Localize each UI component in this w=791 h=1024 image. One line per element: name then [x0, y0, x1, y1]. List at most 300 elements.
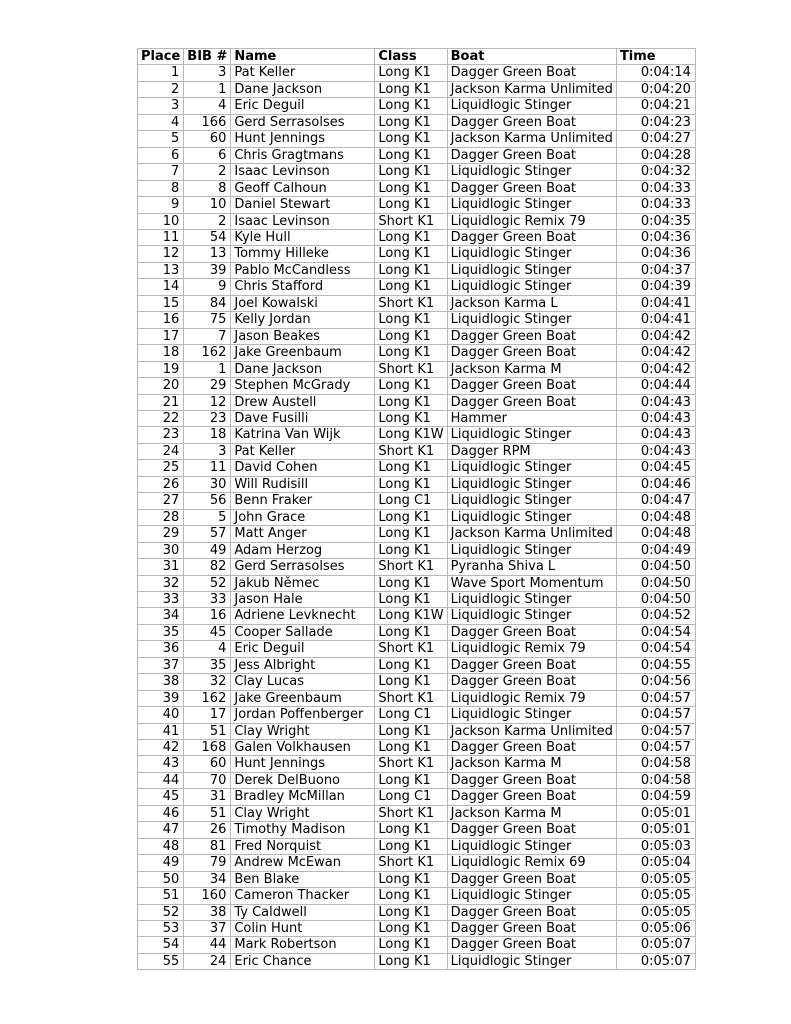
table-row	[138, 624, 696, 640]
cell-bib: 54	[184, 229, 231, 245]
cell-bib: 70	[184, 772, 231, 788]
cell-name: Jake Greenbaum	[231, 345, 375, 361]
cell-time: 0:04:58	[616, 756, 695, 772]
cell-class: Short K1	[375, 690, 447, 706]
cell-bib: 45	[184, 624, 231, 640]
cell-time: 0:04:49	[616, 542, 695, 558]
cell-class: Long K1	[375, 624, 447, 640]
cell-boat: Liquidlogic Stinger	[447, 888, 616, 904]
cell-place: 28	[138, 509, 184, 525]
cell-boat: Dagger Green Boat	[447, 328, 616, 344]
cell-bib: 4	[184, 641, 231, 657]
cell-class: Long K1	[375, 197, 447, 213]
cell-class: Long K1	[375, 229, 447, 245]
cell-time: 0:04:56	[616, 674, 695, 690]
cell-boat: Jackson Karma M	[447, 756, 616, 772]
cell-bib: 6	[184, 147, 231, 163]
cell-bib: 51	[184, 805, 231, 821]
cell-name: Pablo McCandless	[231, 262, 375, 278]
cell-time: 0:04:21	[616, 98, 695, 114]
cell-bib: 57	[184, 526, 231, 542]
column-header-class: Class	[375, 49, 447, 65]
cell-name: Jakub Němec	[231, 575, 375, 591]
cell-time: 0:05:03	[616, 838, 695, 854]
table-row	[138, 328, 696, 344]
table-row	[138, 81, 696, 97]
cell-name: Ty Caldwell	[231, 904, 375, 920]
table-row	[138, 147, 696, 163]
cell-time: 0:04:23	[616, 114, 695, 130]
table-row	[138, 345, 696, 361]
cell-name: Will Rudisill	[231, 476, 375, 492]
cell-place: 22	[138, 410, 184, 426]
cell-name: Cameron Thacker	[231, 888, 375, 904]
cell-place: 51	[138, 888, 184, 904]
cell-bib: 39	[184, 262, 231, 278]
cell-class: Long C1	[375, 707, 447, 723]
cell-name: Geoff Calhoun	[231, 180, 375, 196]
cell-boat: Dagger Green Boat	[447, 904, 616, 920]
cell-place: 15	[138, 295, 184, 311]
results-table	[137, 48, 696, 970]
cell-bib: 52	[184, 575, 231, 591]
cell-class: Long K1	[375, 822, 447, 838]
cell-place: 21	[138, 394, 184, 410]
cell-boat: Dagger Green Boat	[447, 345, 616, 361]
cell-place: 35	[138, 624, 184, 640]
cell-place: 42	[138, 740, 184, 756]
column-header-place: Place	[138, 49, 184, 65]
cell-time: 0:04:33	[616, 180, 695, 196]
cell-bib: 10	[184, 197, 231, 213]
cell-bib: 56	[184, 493, 231, 509]
cell-place: 53	[138, 921, 184, 937]
table-row	[138, 114, 696, 130]
cell-boat: Dagger Green Boat	[447, 378, 616, 394]
cell-boat: Dagger Green Boat	[447, 921, 616, 937]
cell-class: Long K1W	[375, 608, 447, 624]
table-row	[138, 229, 696, 245]
cell-class: Long K1	[375, 526, 447, 542]
cell-boat: Jackson Karma M	[447, 361, 616, 377]
cell-class: Long K1	[375, 674, 447, 690]
cell-bib: 33	[184, 591, 231, 607]
cell-class: Short K1	[375, 213, 447, 229]
cell-place: 45	[138, 789, 184, 805]
cell-class: Long K1	[375, 904, 447, 920]
cell-place: 44	[138, 772, 184, 788]
column-header-bib: BIB #	[184, 49, 231, 65]
cell-place: 41	[138, 723, 184, 739]
cell-place: 10	[138, 213, 184, 229]
cell-bib: 162	[184, 345, 231, 361]
cell-time: 0:04:36	[616, 246, 695, 262]
cell-name: Cooper Sallade	[231, 624, 375, 640]
cell-boat: Jackson Karma Unlimited	[447, 526, 616, 542]
cell-time: 0:04:50	[616, 575, 695, 591]
cell-name: Jason Beakes	[231, 328, 375, 344]
cell-place: 16	[138, 312, 184, 328]
cell-time: 0:04:42	[616, 361, 695, 377]
cell-bib: 160	[184, 888, 231, 904]
cell-bib: 31	[184, 789, 231, 805]
cell-class: Long K1	[375, 591, 447, 607]
table-row	[138, 246, 696, 262]
cell-place: 17	[138, 328, 184, 344]
cell-bib: 84	[184, 295, 231, 311]
cell-place: 30	[138, 542, 184, 558]
cell-boat: Liquidlogic Stinger	[447, 542, 616, 558]
cell-boat: Jackson Karma M	[447, 805, 616, 821]
table-row	[138, 888, 696, 904]
cell-time: 0:04:44	[616, 378, 695, 394]
cell-boat: Dagger Green Boat	[447, 657, 616, 673]
cell-class: Short K1	[375, 295, 447, 311]
cell-name: Kelly Jordan	[231, 312, 375, 328]
cell-name: Eric Deguil	[231, 98, 375, 114]
cell-boat: Liquidlogic Stinger	[447, 493, 616, 509]
cell-place: 3	[138, 98, 184, 114]
cell-class: Short K1	[375, 855, 447, 871]
cell-name: Adriene Levknecht	[231, 608, 375, 624]
cell-class: Long K1	[375, 394, 447, 410]
table-row	[138, 180, 696, 196]
cell-bib: 13	[184, 246, 231, 262]
cell-place: 14	[138, 279, 184, 295]
cell-bib: 4	[184, 98, 231, 114]
cell-name: Clay Wright	[231, 805, 375, 821]
cell-place: 13	[138, 262, 184, 278]
cell-class: Long K1	[375, 953, 447, 969]
table-row	[138, 723, 696, 739]
cell-name: Benn Fraker	[231, 493, 375, 509]
cell-name: Eric Chance	[231, 953, 375, 969]
cell-bib: 35	[184, 657, 231, 673]
cell-time: 0:04:50	[616, 591, 695, 607]
cell-class: Long K1	[375, 509, 447, 525]
column-header-time: Time	[616, 49, 695, 65]
cell-class: Long K1	[375, 345, 447, 361]
cell-boat: Liquidlogic Stinger	[447, 427, 616, 443]
cell-boat: Liquidlogic Remix 79	[447, 641, 616, 657]
cell-name: Andrew McEwan	[231, 855, 375, 871]
table-row	[138, 312, 696, 328]
cell-place: 24	[138, 443, 184, 459]
cell-time: 0:04:32	[616, 164, 695, 180]
cell-bib: 17	[184, 707, 231, 723]
cell-time: 0:05:04	[616, 855, 695, 871]
table-row	[138, 921, 696, 937]
cell-class: Long K1	[375, 114, 447, 130]
cell-place: 36	[138, 641, 184, 657]
table-row	[138, 262, 696, 278]
cell-time: 0:04:57	[616, 723, 695, 739]
cell-time: 0:04:46	[616, 476, 695, 492]
table-row	[138, 937, 696, 953]
cell-time: 0:04:14	[616, 65, 695, 81]
cell-class: Short K1	[375, 641, 447, 657]
cell-place: 6	[138, 147, 184, 163]
cell-class: Long K1	[375, 723, 447, 739]
cell-time: 0:04:47	[616, 493, 695, 509]
cell-name: Pat Keller	[231, 65, 375, 81]
cell-class: Long K1	[375, 164, 447, 180]
cell-time: 0:04:28	[616, 147, 695, 163]
results-body	[138, 65, 696, 970]
cell-time: 0:04:54	[616, 641, 695, 657]
cell-name: Hunt Jennings	[231, 756, 375, 772]
cell-time: 0:05:05	[616, 904, 695, 920]
table-row	[138, 904, 696, 920]
cell-bib: 60	[184, 131, 231, 147]
cell-time: 0:04:59	[616, 789, 695, 805]
cell-boat: Dagger Green Boat	[447, 789, 616, 805]
cell-boat: Jackson Karma Unlimited	[447, 81, 616, 97]
cell-name: Stephen McGrady	[231, 378, 375, 394]
cell-place: 1	[138, 65, 184, 81]
cell-place: 2	[138, 81, 184, 97]
cell-boat: Dagger Green Boat	[447, 937, 616, 953]
cell-boat: Dagger Green Boat	[447, 871, 616, 887]
cell-class: Long K1	[375, 131, 447, 147]
cell-boat: Liquidlogic Stinger	[447, 953, 616, 969]
cell-time: 0:04:37	[616, 262, 695, 278]
cell-place: 49	[138, 855, 184, 871]
table-row	[138, 608, 696, 624]
cell-bib: 49	[184, 542, 231, 558]
cell-place: 52	[138, 904, 184, 920]
cell-name: Matt Anger	[231, 526, 375, 542]
cell-bib: 60	[184, 756, 231, 772]
cell-class: Short K1	[375, 756, 447, 772]
cell-time: 0:05:05	[616, 871, 695, 887]
cell-bib: 18	[184, 427, 231, 443]
cell-class: Long K1	[375, 838, 447, 854]
table-row	[138, 789, 696, 805]
cell-name: Jess Albright	[231, 657, 375, 673]
cell-place: 20	[138, 378, 184, 394]
cell-class: Long K1	[375, 542, 447, 558]
cell-place: 43	[138, 756, 184, 772]
cell-name: Hunt Jennings	[231, 131, 375, 147]
cell-time: 0:05:01	[616, 822, 695, 838]
table-row	[138, 740, 696, 756]
cell-place: 33	[138, 591, 184, 607]
table-row	[138, 98, 696, 114]
cell-bib: 2	[184, 164, 231, 180]
table-row	[138, 427, 696, 443]
cell-boat: Liquidlogic Remix 69	[447, 855, 616, 871]
cell-time: 0:04:42	[616, 328, 695, 344]
cell-bib: 5	[184, 509, 231, 525]
cell-boat: Liquidlogic Remix 79	[447, 690, 616, 706]
cell-place: 38	[138, 674, 184, 690]
table-row	[138, 279, 696, 295]
cell-time: 0:04:48	[616, 509, 695, 525]
cell-place: 32	[138, 575, 184, 591]
cell-boat: Liquidlogic Stinger	[447, 476, 616, 492]
cell-name: Isaac Levinson	[231, 164, 375, 180]
cell-boat: Dagger Green Boat	[447, 674, 616, 690]
table-row	[138, 871, 696, 887]
table-row	[138, 410, 696, 426]
cell-class: Long K1	[375, 312, 447, 328]
cell-place: 40	[138, 707, 184, 723]
cell-bib: 75	[184, 312, 231, 328]
cell-place: 23	[138, 427, 184, 443]
cell-place: 55	[138, 953, 184, 969]
cell-bib: 3	[184, 443, 231, 459]
cell-bib: 8	[184, 180, 231, 196]
cell-boat: Dagger Green Boat	[447, 394, 616, 410]
cell-class: Long K1	[375, 81, 447, 97]
cell-name: John Grace	[231, 509, 375, 525]
cell-place: 27	[138, 493, 184, 509]
cell-name: Mark Robertson	[231, 937, 375, 953]
cell-time: 0:04:57	[616, 740, 695, 756]
cell-time: 0:04:50	[616, 559, 695, 575]
cell-name: Katrina Van Wijk	[231, 427, 375, 443]
cell-bib: 79	[184, 855, 231, 871]
cell-place: 48	[138, 838, 184, 854]
cell-name: Kyle Hull	[231, 229, 375, 245]
cell-bib: 168	[184, 740, 231, 756]
cell-boat: Pyranha Shiva L	[447, 559, 616, 575]
cell-name: Gerd Serrasolses	[231, 559, 375, 575]
cell-time: 0:04:54	[616, 624, 695, 640]
cell-bib: 82	[184, 559, 231, 575]
cell-class: Long K1	[375, 921, 447, 937]
cell-time: 0:04:33	[616, 197, 695, 213]
cell-class: Long K1	[375, 937, 447, 953]
cell-name: Dane Jackson	[231, 81, 375, 97]
cell-class: Long K1	[375, 98, 447, 114]
cell-boat: Liquidlogic Stinger	[447, 164, 616, 180]
cell-place: 8	[138, 180, 184, 196]
cell-time: 0:04:43	[616, 394, 695, 410]
table-row	[138, 575, 696, 591]
cell-place: 31	[138, 559, 184, 575]
table-row	[138, 443, 696, 459]
cell-bib: 3	[184, 65, 231, 81]
cell-class: Long K1	[375, 575, 447, 591]
table-row	[138, 838, 696, 854]
cell-boat: Liquidlogic Stinger	[447, 262, 616, 278]
cell-boat: Dagger Green Boat	[447, 114, 616, 130]
cell-place: 50	[138, 871, 184, 887]
cell-place: 46	[138, 805, 184, 821]
cell-class: Long K1	[375, 871, 447, 887]
cell-place: 29	[138, 526, 184, 542]
cell-bib: 44	[184, 937, 231, 953]
cell-boat: Jackson Karma L	[447, 295, 616, 311]
table-row	[138, 526, 696, 542]
table-row	[138, 65, 696, 81]
cell-time: 0:04:36	[616, 229, 695, 245]
table-row	[138, 707, 696, 723]
cell-place: 26	[138, 476, 184, 492]
cell-name: Eric Deguil	[231, 641, 375, 657]
cell-name: Jake Greenbaum	[231, 690, 375, 706]
cell-place: 47	[138, 822, 184, 838]
cell-boat: Dagger RPM	[447, 443, 616, 459]
results-sheet	[137, 48, 696, 970]
cell-name: Isaac Levinson	[231, 213, 375, 229]
cell-bib: 29	[184, 378, 231, 394]
cell-place: 34	[138, 608, 184, 624]
cell-name: Gerd Serrasolses	[231, 114, 375, 130]
cell-class: Long K1	[375, 476, 447, 492]
cell-class: Short K1	[375, 559, 447, 575]
cell-boat: Wave Sport Momentum	[447, 575, 616, 591]
table-row	[138, 542, 696, 558]
table-row	[138, 657, 696, 673]
cell-class: Long K1	[375, 740, 447, 756]
cell-class: Long K1W	[375, 427, 447, 443]
cell-class: Long K1	[375, 657, 447, 673]
cell-name: Chris Stafford	[231, 279, 375, 295]
cell-boat: Liquidlogic Stinger	[447, 279, 616, 295]
cell-name: Fred Norquist	[231, 838, 375, 854]
cell-boat: Liquidlogic Remix 79	[447, 213, 616, 229]
cell-name: Joel Kowalski	[231, 295, 375, 311]
cell-bib: 162	[184, 690, 231, 706]
cell-name: Clay Lucas	[231, 674, 375, 690]
table-row	[138, 559, 696, 575]
cell-place: 54	[138, 937, 184, 953]
cell-boat: Jackson Karma Unlimited	[447, 131, 616, 147]
cell-boat: Liquidlogic Stinger	[447, 197, 616, 213]
cell-name: Pat Keller	[231, 443, 375, 459]
cell-name: Derek DelBuono	[231, 772, 375, 788]
cell-place: 19	[138, 361, 184, 377]
cell-class: Short K1	[375, 443, 447, 459]
table-row	[138, 476, 696, 492]
table-row	[138, 197, 696, 213]
cell-time: 0:04:57	[616, 690, 695, 706]
cell-name: Dave Fusilli	[231, 410, 375, 426]
table-row	[138, 674, 696, 690]
table-row	[138, 493, 696, 509]
table-row	[138, 213, 696, 229]
cell-boat: Liquidlogic Stinger	[447, 98, 616, 114]
cell-bib: 2	[184, 213, 231, 229]
cell-bib: 81	[184, 838, 231, 854]
table-row	[138, 378, 696, 394]
cell-bib: 26	[184, 822, 231, 838]
cell-class: Long K1	[375, 888, 447, 904]
cell-boat: Liquidlogic Stinger	[447, 312, 616, 328]
cell-bib: 16	[184, 608, 231, 624]
cell-class: Short K1	[375, 805, 447, 821]
cell-class: Long K1	[375, 279, 447, 295]
cell-time: 0:05:05	[616, 888, 695, 904]
cell-bib: 23	[184, 410, 231, 426]
cell-place: 4	[138, 114, 184, 130]
cell-name: Jason Hale	[231, 591, 375, 607]
cell-bib: 1	[184, 81, 231, 97]
cell-bib: 166	[184, 114, 231, 130]
cell-bib: 12	[184, 394, 231, 410]
cell-bib: 9	[184, 279, 231, 295]
cell-name: Colin Hunt	[231, 921, 375, 937]
table-row	[138, 805, 696, 821]
cell-boat: Dagger Green Boat	[447, 624, 616, 640]
cell-boat: Jackson Karma Unlimited	[447, 723, 616, 739]
table-row	[138, 756, 696, 772]
cell-bib: 11	[184, 460, 231, 476]
results-header	[138, 49, 696, 65]
